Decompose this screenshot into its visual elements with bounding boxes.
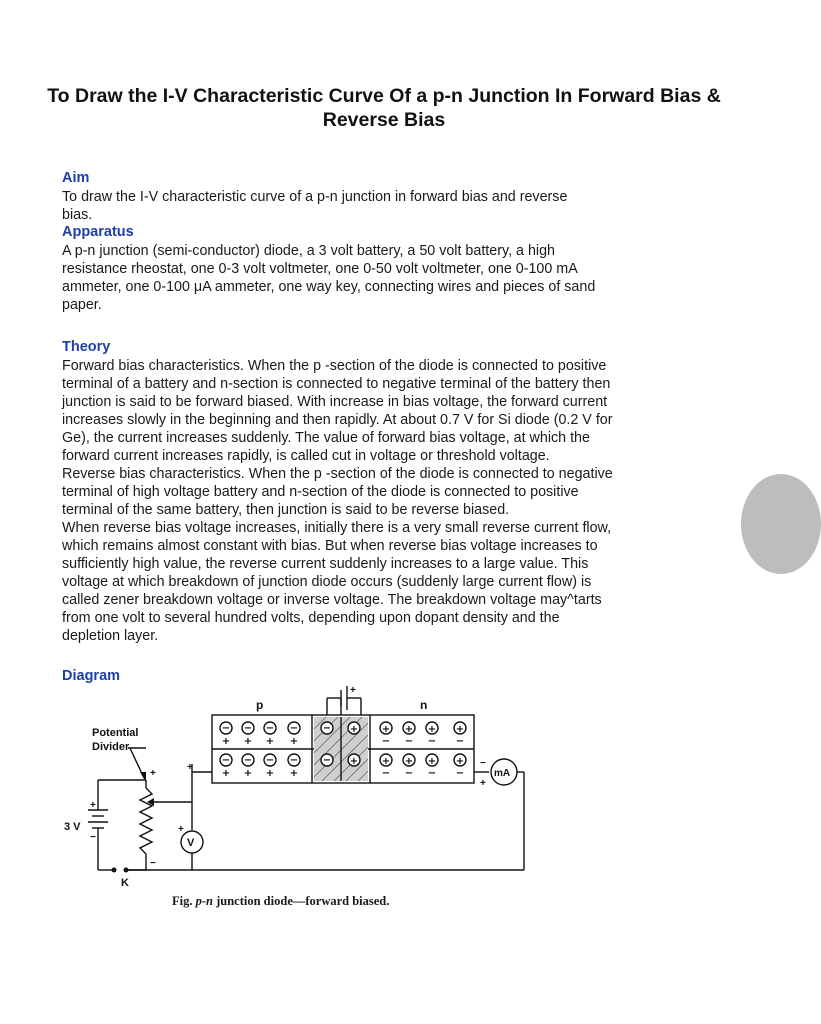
svg-text:−: − (221, 723, 231, 734)
battery-3v-label: 3 V (64, 821, 81, 833)
potential-label: Potential (92, 727, 139, 739)
svg-text:−: − (265, 755, 275, 766)
ammeter-ma-label: mA (494, 768, 511, 779)
svg-text:+: + (455, 724, 465, 735)
svg-text:−: − (243, 723, 253, 734)
svg-text:+: + (404, 756, 414, 767)
svg-text:+: + (289, 736, 299, 747)
svg-text:−: − (289, 755, 299, 766)
svg-text:+: + (455, 756, 465, 767)
diagram-heading: Diagram (62, 668, 121, 684)
svg-text:−: − (455, 736, 465, 747)
circuit-diagram (64, 684, 534, 914)
key-label: K (121, 877, 129, 889)
svg-text:+: + (381, 756, 391, 767)
svg-text:+: + (427, 756, 437, 767)
diode-plus-label: + (187, 762, 193, 773)
svg-text:−: − (322, 755, 332, 766)
battery-plus-label: + (350, 685, 356, 696)
svg-text:+: + (243, 736, 253, 747)
voltmeter-plus-label: + (178, 824, 184, 835)
apparatus-heading: Apparatus (62, 224, 134, 240)
svg-text:−: − (404, 736, 414, 747)
svg-text:−: − (322, 723, 332, 734)
side-scroll-tab[interactable] (741, 474, 821, 574)
svg-text:−: − (289, 723, 299, 734)
divider-minus-label: − (150, 858, 156, 869)
caption-rest: junction diode—forward biased. (212, 894, 390, 908)
svg-text:−: − (221, 755, 231, 766)
caption-italic: p-n (195, 894, 213, 908)
svg-text:−: − (427, 768, 437, 779)
ammeter-minus-label: − (480, 758, 486, 769)
svg-text:+: + (265, 768, 275, 779)
svg-text:+: + (349, 756, 359, 767)
ammeter-plus-label: + (480, 778, 486, 789)
voltmeter-v-label: V (187, 837, 195, 849)
divider-plus-label: + (150, 768, 156, 779)
caption-prefix: Fig. (172, 894, 193, 908)
battery-3v-minus: − (90, 832, 96, 843)
svg-text:−: − (243, 755, 253, 766)
svg-text:+: + (221, 736, 231, 747)
theory-heading: Theory (62, 339, 111, 355)
svg-text:+: + (349, 724, 359, 735)
figure-caption (172, 894, 389, 909)
svg-text:−: − (381, 736, 391, 747)
svg-text:−: − (427, 736, 437, 747)
svg-text:+: + (243, 768, 253, 779)
svg-text:+: + (427, 724, 437, 735)
svg-text:+: + (265, 736, 275, 747)
apparatus-text: A p-n junction (semi-conductor) diode, a 3 volt battery, a 50 volt battery, a high resistance rheostat, one 0-3 volt voltmeter, one 0-50 volt voltmeter, one 0-100 mA ammeter, one 0-100 μA ammeter, one way key, connecting wires and pieces of sand paper. (62, 243, 596, 313)
aim-text: To draw the I-V characteristic curve of a p-n junction in forward bias and reverse bias. (62, 189, 568, 223)
svg-text:+: + (381, 724, 391, 735)
svg-text:−: − (265, 723, 275, 734)
svg-text:+: + (404, 724, 414, 735)
battery-3v-plus: + (90, 800, 96, 811)
svg-text:−: − (455, 768, 465, 779)
svg-text:+: + (289, 768, 299, 779)
aim-heading: Aim (62, 170, 90, 186)
svg-text:+: + (221, 768, 231, 779)
page-title: To Draw the I-V Characteristic Curve Of a p-n Junction In Forward Bias & Reverse Bias (47, 85, 721, 131)
p-region-label: p (256, 698, 264, 712)
divider-label: Divider (92, 741, 130, 753)
svg-text:−: − (404, 768, 414, 779)
theory-text: Forward bias characteristics. When the p -section of the diode is connected to positive terminal of a battery and n-section is connected to negative terminal of the battery then junction is said to be forward biased. With increase in bias voltage, the forward current increases slowly in the beginning and then rapidly. At about 0.7 V for Si diode (0.2 V for Ge), the current increases suddenly. The value of forward bias voltage, at which the forward current increases rapidly, is called cut in voltage or threshold voltage. Reverse bias characteristics. When the p -section of the diode is connected to negative terminal of high voltage battery and n-section of the diode is connected to positive terminal of the same battery, then junction is said to be reverse biased. When reverse bias voltage increases, initially there is a very small reverse current flow, which remains almost constant with bias. But when reverse bias voltage increases to sufficiently high value, the reverse current suddenly increases to a large value. This voltage at which breakdown of junction diode occurs (suddenly large current flow) is called zener breakdown voltage or inverse voltage. The breakdown voltage may^tarts from one volt to several hundred volts, depending upon dopant density and the depletion layer. (62, 358, 613, 644)
n-region-label: n (420, 698, 428, 712)
svg-text:−: − (381, 768, 391, 779)
